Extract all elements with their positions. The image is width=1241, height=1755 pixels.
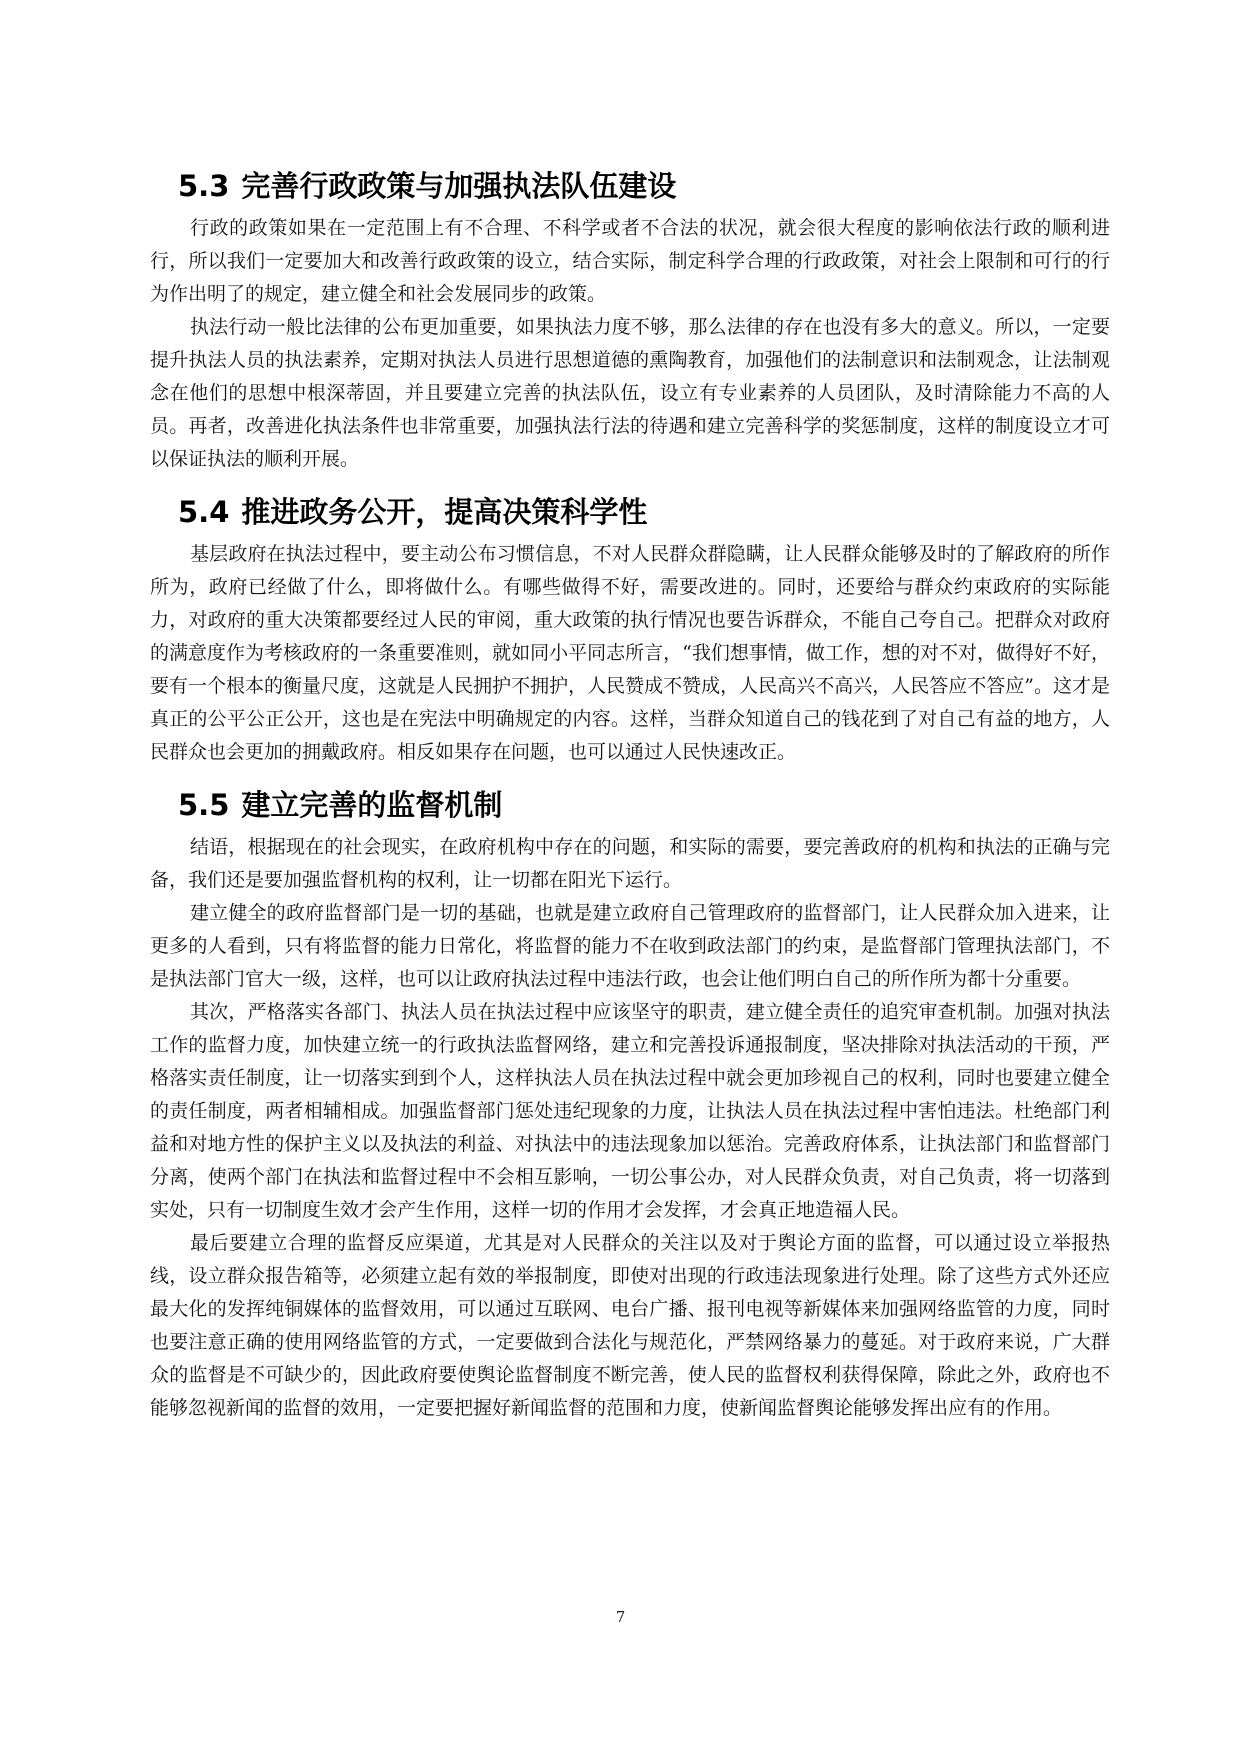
section-number: 5.4 (178, 495, 230, 529)
section-number: 5.5 (178, 788, 230, 822)
section-title: 完善行政政策与加强执法队伍建设 (241, 169, 677, 203)
page-number: 7 (615, 1608, 626, 1626)
paragraph: 执法行动一般比法律的公布更加重要，如果执法力度不够，那么法律的存在也没有多大的意义。所以，一定要提升执法人员的执法素养，定期对执法人员进行思想道德的熏陶教育，加强他们的法制意识和法制观念，让法制观念在他们的思想中根深蒂固，并且要建立完善的执法队伍，设立有专业素养的人员团队，及时清除能力不高的人员。再者，改善进化执法条件也非常重要，加强执法行法的待遇和建立完善科学的奖惩制度，这样的制度设立才可以保证执法的顺利开展。 (150, 316, 1110, 470)
section-heading (178, 492, 1110, 532)
paragraph: 基层政府在执法过程中，要主动公布习惯信息，不对人民群众群隐瞒，让人民群众能够及时的了解政府的所作所为，政府已经做了什么，即将做什么。有哪些做得不好，需要改进的。同时，还要给与群众约束政府的实际能力，对政府的重大决策都要经过人民的审阅，重大政策的执行情况也要告诉群众，不能自己夸自己。把群众对政府的满意度作为考核政府的一条重要准则，就如同小平同志所言，“我们想事情，做工作，想的对不对，做得好不好，要有一个根本的衡量尺度，这就是人民拥护不拥护，人民赞成不赞成，人民高兴不高兴，人民答应不答应”。这才是真正的公平公正公开，这也是在宪法中明确规定的内容。这样，当群众知道自己的钱花到了对自己有益的地方，人民群众也会更加的拥戴政府。相反如果存在问题，也可以通过人民快速改正。 (150, 543, 1110, 763)
paragraph: 其次，严格落实各部门、执法人员在执法过程中应该坚守的职责，建立健全责任的追究审查机制。加强对执法工作的监督力度，加快建立统一的行政执法监督网络，建立和完善投诉通报制度，坚决排除对执法活动的干预，严格落实责任制度，让一切落实到到个人，这样执法人员在执法过程中就会更加珍视自己的权利，同时也要建立健全的责任制度，两者相辅相成。加强监督部门惩处违纪现象的力度，让执法人员在执法过程中害怕违法。杜绝部门利益和对地方性的保护主义以及执法的利益、对执法中的违法现象加以惩治。完善政府体系，让执法部门和监督部门分离，使两个部门在执法和监督过程中不会相互影响，一切公事公办，对人民群众负责，对自己负责，将一切落到实处，只有一切制度生效才会产生作用，这样一切的作用才会发挥，才会真正地造福人民。 (150, 1001, 1110, 1221)
section-title: 建立完善的监督机制 (241, 788, 503, 822)
section-heading (178, 166, 1110, 206)
paragraph: 行政的政策如果在一定范围上有不合理、不科学或者不合法的状况，就会很大程度的影响依法行政的顺利进行，所以我们一定要加大和改善行政政策的设立，结合实际，制定科学合理的行政政策，对社会上限制和可行的行为作出明了的规定，建立健全和社会发展同步的政策。 (150, 217, 1110, 305)
section-heading (178, 785, 1110, 825)
section-5-5 (150, 785, 1110, 1425)
paragraph: 建立健全的政府监督部门是一切的基础，也就是建立政府自己管理政府的监督部门，让人民群众加入进来，让更多的人看到，只有将监督的能力日常化，将监督的能力不在收到政法部门的约束，是监督部门管理执法部门，不是执法部门官大一级，这样，也可以让政府执法过程中违法行政，也会让他们明白自己的所作所为都十分重要。 (150, 902, 1110, 990)
section-5-3 (150, 166, 1110, 476)
paragraph: 结语，根据现在的社会现实，在政府机构中存在的问题，和实际的需要，要完善政府的机构和执法的正确与完备，我们还是要加强监督机构的权利，让一切都在阳光下运行。 (150, 836, 1110, 891)
section-5-4 (150, 492, 1110, 769)
section-title: 推进政务公开，提高决策科学性 (241, 495, 648, 529)
section-number: 5.3 (178, 169, 230, 203)
document-page (150, 150, 1110, 1425)
paragraph: 最后要建立合理的监督反应渠道，尤其是对人民群众的关注以及对于舆论方面的监督，可以通过设立举报热线，设立群众报告箱等，必须建立起有效的举报制度，即使对出现的行政违法现象进行处理。除了这些方式外还应最大化的发挥纯铜媒体的监督效用，可以通过互联网、电台广播、报刊电视等新媒体来加强网络监管的力度，同时也要注意正确的使用网络监管的方式，一定要做到合法化与规范化，严禁网络暴力的蔓延。对于政府来说，广大群众的监督是不可缺少的，因此政府要使舆论监督制度不断完善，使人民的监督权利获得保障，除此之外，政府也不能够忽视新闻的监督的效用，一定要把握好新闻监督的范围和力度，使新闻监督舆论能够发挥出应有的作用。 (150, 1232, 1110, 1419)
